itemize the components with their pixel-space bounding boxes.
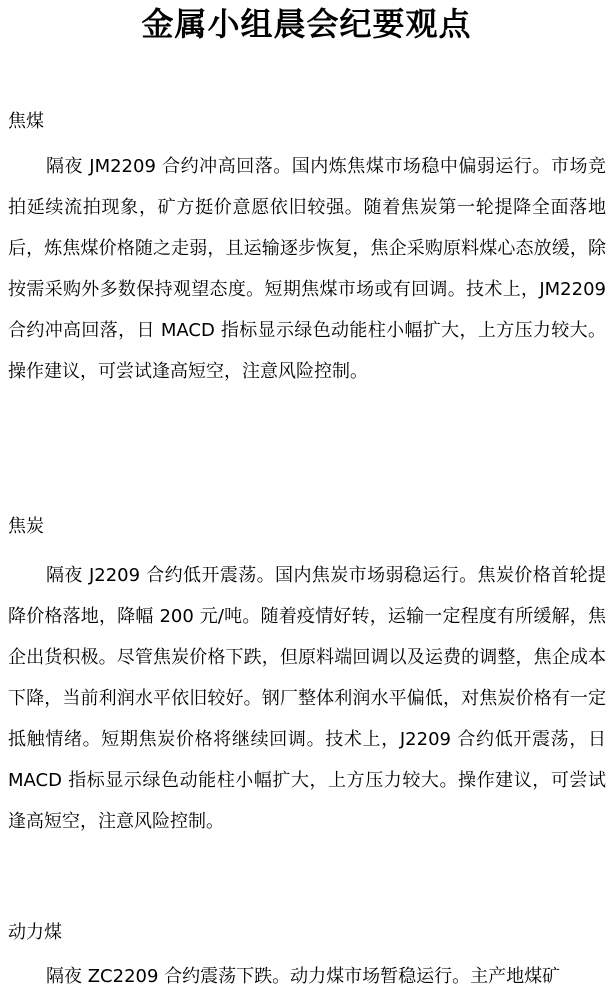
section-heading-coking-coal: 焦煤 (8, 111, 44, 132)
section-heading-thermal-coal: 动力煤 (8, 922, 62, 943)
section-heading-coke: 焦炭 (8, 516, 44, 537)
section-body-coke: 隔夜 J2209 合约低开震荡。国内焦炭市场弱稳运行。焦炭价格首轮提降价格落地，降幅 200 元/吨。随着疫情好转，运输一定程度有所缓解，焦企出货积极。尽管焦炭价格下跌，但原料端回调以及运费的调整，焦企成本下降，当前利润水平依旧较好。钢厂整体利润水平偏低，对焦炭价格有一定抵触情绪。短期焦炭价格将继续回调。技术上，J2209 合约低开震荡，日 MACD 指标显示绿色动能柱小幅扩大，上方压力较大。操作建议，可尝试逢高短空，注意风险控制。 (8, 565, 606, 832)
section-body-coking-coal: 隔夜 JM2209 合约冲高回落。国内炼焦煤市场稳中偏弱运行。市场竞拍延续流拍现象，矿方挺价意愿依旧较强。随着焦炭第一轮提降全面落地后，炼焦煤价格随之走弱，且运输逐步恢复，焦企采购原料煤心态放缓，除按需采购外多数保持观望态度。短期焦煤市场或有回调。技术上，JM2209 合约冲高回落，日 MACD 指标显示绿色动能柱小幅扩大，上方压力较大。操作建议，可尝试逢高短空，注意风险控制。 (8, 156, 606, 382)
section-body-thermal-coal: 隔夜 ZC2209 合约震荡下跌。动力煤市场暂稳运行。主产地煤矿 (46, 966, 561, 987)
page-title: 金属小组晨会纪要观点 (141, 5, 472, 43)
